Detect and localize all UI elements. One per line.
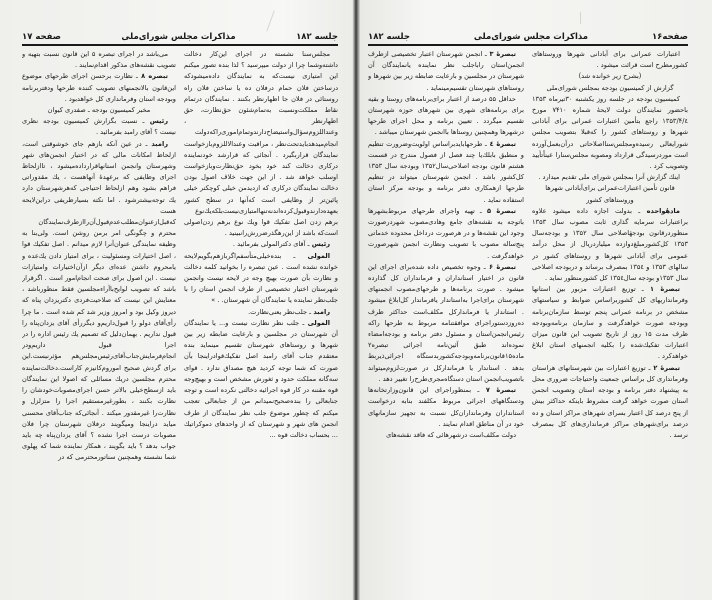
paragraph-text: گزارش از کمیسیون بودجه بمجلس شورای‌ملی [546,83,674,92]
text-paragraph [184,49,338,239]
clause-paragraph [532,284,688,362]
text-paragraph [532,83,688,94]
clause-label: تبصرهٔ ۱ [643,285,680,294]
clause-paragraph [532,363,688,441]
header-rule [368,44,688,46]
text-paragraph [22,49,176,71]
paragraph-text: ـ بنده‌خیلی‌متأسفم‌اگربازهم‌بگویم‌لایحه خوانده نشده است . عین تبصره را بخوانید کلمه دخالت و نظارت بآن صورت بهیچ وجه در لایحه نیست وانجمن شهرستان اختیار تخصیصی از طرف انجمن استان را با جلب‌نظر نماینده یا نمایندگان آن شهرستان. . » [184,251,338,305]
right-page-header [368,28,688,42]
clause-label: تبصرهٔ ۶ [485,262,516,271]
text-paragraph [532,183,688,205]
header-rule [22,44,338,46]
clause-label: المولی [295,251,330,260]
text-paragraph [532,172,688,183]
clause-paragraph [22,71,176,105]
clause-paragraph [368,139,524,206]
right-page-columns [368,49,688,590]
clause-paragraph [184,307,338,318]
text-column-right [532,49,688,590]
clause-paragraph [368,262,524,385]
clause-paragraph [368,49,524,94]
paragraph-text: حداقل ۵۵ درصد از اعتبار برای‌برنامه‌های روستا و بقیه برای برنامه‌های شهری بین شهرهای حوزه شهرستان تقسیم میگردد . تعیین برنامه و محل اجرای طرحها درشهرها وهمچنین روستاها باانجمن شهرستان میباشد . [368,94,524,137]
scan-artifact [580,12,581,24]
paragraph-text: ـ بمنظوراجرای این قانون‌وزارتخانه‌ها ودستگاههای اجرائی مربوط مکلفند بنابه درخواست استانداران وفرمانداران‌کل نسبت به تجهیز سازمانهای خود در آن مناطق اقدام نمایند . [368,386,524,428]
clause-label: تبصرهٔ ۳ [486,50,516,58]
text-paragraph [532,94,688,172]
paragraph-text: ـ توزیع اعتبارات بین شهرستانهای هراستان وفرمانداری کل براساس جمعیت واحتیاجات ضروری محل به پیشنهاد دفتر برنامه و بودجه استان وتصویب انجمن استان صورت خواهد گرفت مشروط باینکه حداکثر بیش از پنج درصد کل اعتبار بسرای شهرهای مراکز استان و ده درصد برای‌شهرهای مراکز فرمانداری‌های کل بمصرف نرسد . [532,363,688,439]
paragraph-text: ـ انجمن شهرستان اعتبار تخصیصی ازطرف انجمن‌استان رابا‌جلب نظر نماینده یانمایندگان آن شهرستان در مجلسین و بارعایت ضابطه زیر بین شهرها و روستاهای شهرستان تقسیم‌مینماید . [368,50,524,92]
text-paragraph [532,71,688,82]
publication-title: مذاکرات مجلس شورای‌ملی [121,32,236,42]
clause-label: رئیس [144,117,168,126]
paragraph-text: مخبر کمیسیون بودجه ـ صفدری کیوان [47,106,151,115]
clause-paragraph [184,251,338,307]
paragraph-text: می‌باشد در اجرای تبصره ۵ این قانون نسبت بتهیه و تصویب نقشه‌های مذکور اقدام‌نمایند . [22,50,176,70]
paragraph-text: اعتبارات عمرانی برای آبادانی شهرها وروستاهای کشورمطرح است قرائت میشود . [532,50,688,70]
clause-label: تبصره ۸ [137,72,168,81]
paragraph-text: (بشرح زیر خوانده شد) [578,72,642,81]
left-page-columns [22,49,338,590]
paragraph-text: اینك گزارش آنرا بمجلس شورای ملی تقدیم میدارد . [538,173,680,182]
paragraph-text: کمیسیون بودجه در جلسه روز یکشنبه ۳۰تیرماه ۱۳۵۳ باحضور نمایندگان دولت لایحهٔ شماره ۷۴۱۰ مورخ ۱۳۵۳/۴/٤ راجع بتأمین اعتبارات عمرانی برای آبادانی شهرها و روستاهای کشور را که‌قبلا بتصویب مجلس شورایعالی رسیده‌ومجلس‌سنااصلاحاتی درآن‌بعمل‌آورده است موردرسیدگی قرارداد ومصوبه مجلس‌سنارا عیناً‌تأیید وتصویب کرد . [532,94,688,171]
text-column-left [368,49,524,590]
paragraph-text: ـ وجوه تخصیص داده شده‌برای اجرای این قانون در اختیار استانداران و فرمانداران کل گذارده میشود . صورت برنامه‌ها و طرحهای‌مصوب انجمنهای شهرستان برای‌اجرا به‌استاندار یافرماندار کل‌ابلاغ میشود . استاندار یا فرماندارکل مکلف‌است حداکثر ظرف ده‌روزدستوراجرای موافقتنامه مربوط به طرحها راکه رئیس‌انجمن‌استان و مسئول دفتر برنامه و بودجه‌امضاء نموده‌اند طبق آئین‌نامه اجرائی تبصره۲ ماده۱۵قانون‌برنامه‌و‌بودجه‌کشوربدستگاه اجرائی‌ذیربط بدهد . استاندار یا فرماندارکل در صورت‌لزوم‌میتواند باتصویب‌انجمن استان دستگاه‌مجری‌طرح‌را تغییر دهد . [368,262,524,383]
paragraph-text: ـ نسبت بگزارش کمیسیون بودجه نظری نیست ؟ آقای رامبد بفرمائید . [22,117,176,137]
page-number: صفحه۱۶ [651,32,688,42]
clause-paragraph [368,385,524,430]
clause-paragraph [532,206,688,284]
text-paragraph [532,49,688,71]
paragraph-text: قانون تأمین اعتبارات‌عمرانی برای‌آبادانی شهرها وروستاهای کشور [545,184,675,204]
paragraph-text: مجلس‌سنا نشسته در اجرای این‌کار دخالت داشته‌وشما چرا از دولت میپرسید ؟ لذا بنده تصور میکنم این امتیازی نیست‌که به نمایندگان داده‌میشود‌که درساختن فلان حمام درفلان ده یا ساختن فلان راه روستائی در فلان جا اظهارنظر بکنند . نمایندگان درتمام نقاط مملکت‌ونسبت به‌تمام‌شئون حق‌نظارت، حق اظهارنظر ، وعنداللزوم‌سؤال‌واستیضاح‌دارندو‌تمام‌اموری‌راکه‌دولت انجام‌میدهدبایدتحت‌نظر ، مراقبت وعندالاللزوم‌بازخواست نمایندگان قراربگیرد . آنجائی که قرارشد خودنماینده درکاری دخالت کند خود بخود حق‌نظارت‌وبازخواست اوسلب خواهد شد . از این جهت خلاف اصول بودن دخالت نمایندگان درکاری که ازدیدمن خیلی کوچکتر خیلی پائین‌تر از وظایفی است که‌آنها در سطح کشور بعهده‌دارندوقبول‌کرده‌اندنه‌تنهاامتیازی‌نیست‌بلکه‌یك‌نوع برهم زدن اصل تفکیك قوا ویك نوع برهم زدن‌اصولی است‌که باشد از این‌رهگذرضررش‌رانبینید . [184,50,338,238]
paragraph-text: ـ جلب‌نظر یعنی‌نظارت. [248,307,312,316]
clause-paragraph [22,116,176,138]
publication-title: مذاکرات مجلس شورای‌ملی [473,32,589,42]
paragraph-text: ـ نظارت برحسن اجرای طرحهای موضوع این‌قانون بالانجمنهای تصویب کننده طرحها ودفتربرنامه وبودجه استان وفرمانداری کل خواهدبود . [22,72,176,103]
clause-label: تبصرهٔ ۲ [650,363,681,372]
paragraph-text: ـ بدولت اجازه داده میشود علاوه براعتبارات سرمایه گذاری ثابت مصوب سال ۱۳۵۳ منظوردرقانون بودجهٔاصلاحی سال ۱۳۵۲ و بودجه‌سال ۱۳۵۳ کل‌کشورمبلغ‌دوازده میلیاردریال از محل درآمد عمومی برای آبادانی شهرها و روستاهای کشور در سالهای ۱۳۵۳ و ۱۳۵٤ بمصرف برساند و دربودجه اصلاحی سال ۱۳۵۳و بودجه سال۱۳۵٤ کل کشورمنظور نماید . [532,206,688,283]
clause-label: المولی [304,318,331,327]
paragraph-text: ـ طرحهاباید‌بر‌اساس اولویت‌وضرورت تنظیم و منطبق بابلك‌یا چند فصل از فصول مندرج در قسمت هشتم قانون بودجه اصلاحی‌سال۱۳۵۲ وبودجه سال ۱۳۵۳ کل‌کشور باشد . انجمن شهرستان میتواند در تنظیم طرحها ازهمکاری دفتر برنامه و بودجه مرکز استان استفاده نماید . [368,139,524,204]
paragraph-text: ـ آقای دکترالمولی بفرمائید . [232,240,310,249]
paragraph-text: ـ توزیع اعتبارات مزبور بین استانها وفرمانداریهای کل کشوربراساس ضوابط و سیاستهای مشخص در برنامه عمرانی پنجم توسط سازمان‌برنامه وبودجه صورت خواهدگرفت و سازمان برنامه‌وبودجه ظرف مدت ۱۵ روز از تاریخ تصویب این قانون میزان اعتبارات تفکیك‌شده را بکلیه انجمنهای استان ابلاغ خواهدکرد . [532,285,688,361]
paragraph-text: ـ در عین آنکه بازهم جای خوشوقتی است، ازلحاظ امکانات مالی که در اختیار انجمن‌های شهر وشهرستان وانجمن استانهاقرارداده‌میشود ، تاازلحاظ اجرای وظایفی که برعهدهٔ آنهاهست ، یك مقدوراتی فراهم بشود وهم ازلحاظ احتیاجی که‌هرشهرستان دارد یك توجه‌بیشترشود . اما نکته بسیارظریفی دراین‌لایحه هست که‌قبل‌ازعنوان‌مطلب‌عدم‌قبول‌آن‌را‌ازطرف‌نمایندگان محترم و چگونگی امر برمن روشن است. ولی‌بنا به وظیفه نمایندگی عنوان‌آنرا لازم میدانم . اصل تفکیك قوا ، اصل اختیارات ومسئولیت ، برای امتیاز دادن یك‌عده و یامحروم داشتن عده‌ای دیگر ازآن‌اختیارات وامتیازات نیست . این اصول برای صحت انجام‌امور است . اگرقرار باشد که تصویب لوایح‌باآرا‌ءمجلسین فقط منظورباشد ، معنایش این نیست که صلاحیت‌فردی دکتریزدان پناه که دیروز وکیل بود و امروز وزیر شد کم شده است . ما چرا رأی‌آقای دولو را قبول‌داریم‌و دیگررأی آقای یزدان‌پناه را قبول نداریم . بهمان‌دلیل که تصمیم یك رئیس اداره را در اجرا قبول داریم‌ودر انجام‌فرمایش‌جناب‌آقای‌رئیس‌مجلس‌هم مؤثرنیست.این برای گردش صحیح اموروم‌کانیزم کاراست.دخالت‌نماینده محترم مجلسین دریك مسائلی که اصولا این نمایندگان باید ازسطح‌خیلی بالاتر حسن اجرای‌مصوبات‌خودشان را نظارت بکنند ، بطورغیرمستقیم اجرا را متزلزل و نظارت‌را غیرمقدور میکند . آنجائی‌که جناب‌آقای محسنی میاید دراینجا ومیگویند درفلان شهرستان چرا فلان مصوبات درست اجرا نشده ؟ آقای یزدان‌پناه چه باید جواب بدهد ؟ باید بگویند ، همکار نماینده شما که پهلوی شما نشسته وهمچنین سناتورمحترمی که در [22,139,176,462]
clause-paragraph [184,239,338,250]
paragraph-text: دولت مکلف‌است درشهرهائی که فاقد نقشه‌های [386,430,516,439]
clause-label: تبصرهٔ ٤ [486,139,516,148]
left-page-header [22,28,338,42]
text-paragraph [22,105,176,116]
clause-label: تبصرهٔ ۷ [479,386,517,395]
session-number: جلسه ۱۸۲ [368,32,410,42]
text-paragraph [368,94,524,139]
clause-label: مادهٔواحده [640,206,680,215]
clause-paragraph [184,318,338,441]
paragraph-text: ـ تهیه واجرای طرحهای مربوط‌بشهرها باتوجه به نقشه‌های جامع وهادی‌مصوب شهردرصورت وجود این نقشه‌ها و در هرصورت درداخل محدوده خدماتی پنج‌ساله مصوب با تصویب ونظارت انجمن شهرصورت خواهدگرفت . [368,206,524,260]
left-page [0,0,352,600]
paragraph-text: ـ جلب نظر نظارت نیست و... یا نمایندگان آن شهرستان در مجلسین و بارعایت ضابطه زیر بین شهرها و روستاهای شهرستان تقسیم مینماید بنده معتقدم جناب آقای رامبد اصل تفکیك‌قوادراینجا بآن صورت که شما توجه کردید هیچ مصداق ندارد . قوای سه‌گانه مملکت حدود و ثغورش مشخص است و بهیچ‌وجه قوه مقننه در کار قوه اجرائیه دخالتی نکرده است و توجه جنابعالی را بنده‌صحیح‌نمیدانم من از جنابعالی تعجب میکنم که چطور موضوع جلب نظر نمایندگان از طرف انجمن های شهر و شهرستان که از واحدهای دموکراتیك‌ ... بحساب دخالت قوه ... [184,318,338,439]
clause-paragraph [22,139,176,464]
text-column-left [22,49,176,590]
page-number: صفحه ۱۷ [22,32,61,42]
clause-label: رامبد [311,307,330,316]
text-column-right [184,49,338,590]
clause-label: تبصرهٔ ۵ [481,206,516,215]
clause-label: رئیس [309,240,330,249]
text-paragraph [368,430,524,441]
clause-label: رامبد [147,139,168,148]
clause-paragraph [368,206,524,262]
right-page [360,0,712,600]
session-number: جلسه ۱۸۲ [296,32,338,42]
